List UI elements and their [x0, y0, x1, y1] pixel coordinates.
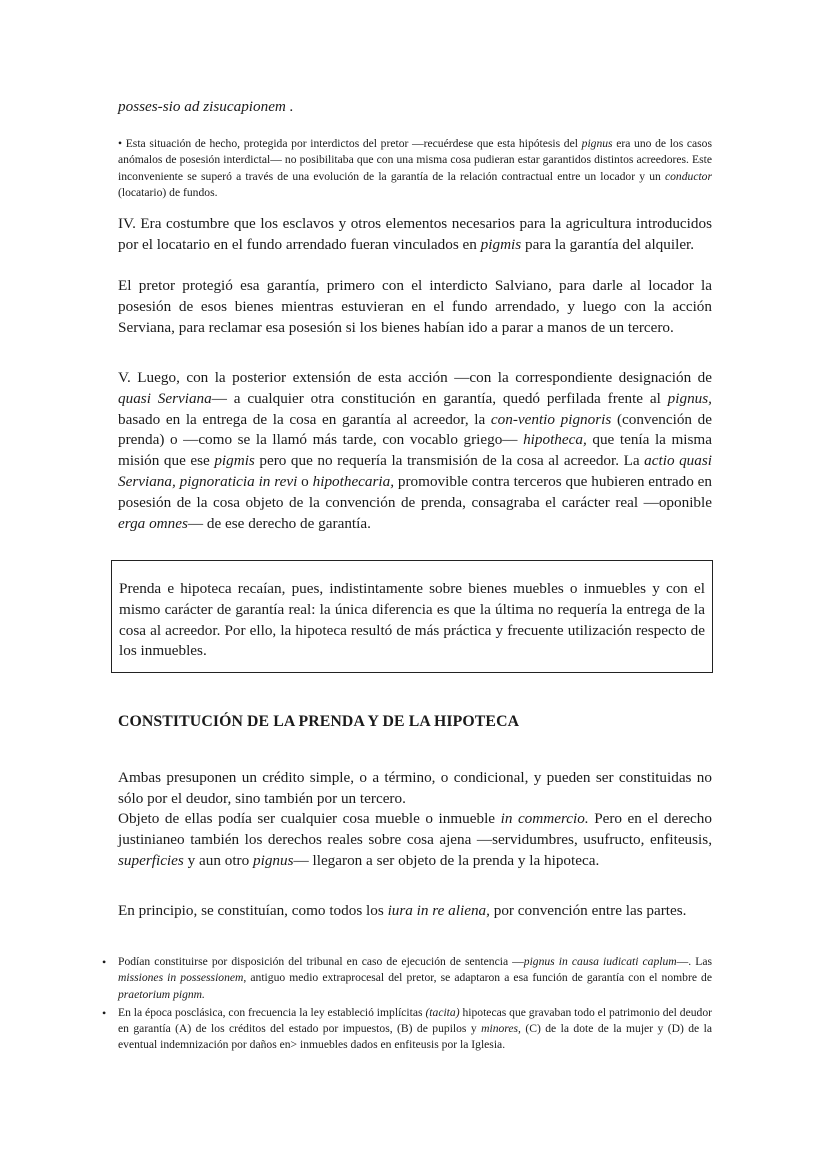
bullet-icon: • — [102, 955, 107, 969]
paragraph-ambas: Ambas presuponen un crédito simple, o a término, o condicional, y pueden ser constituidas no sólo por el deudor, sino también por un tercero. — [118, 769, 712, 807]
note-paragraph: • Esta situación de hecho, protegida por interdictos del pretor —recuérdese que esta hipótesis del pignus era uno de los casos anómalos de posesión interdictal— no posibilitaba que con una misma cosa pudieran estar garantidos distintos acreedores. Este inconveniente se superó a través de una evolución de la garantía de la relación contractual entre un locador y un conductor (locatario) de fundos. — [118, 137, 712, 199]
bullet-icon: • — [102, 1005, 107, 1020]
section-iv-paragraph-2: El pretor protegió esa garantía, primero con el interdicto Salviano, para darle al locador la posesión de esos bienes mientras estuvieran en el fundo arrendado, y luego con la acción Serviana, para reclamar esa posesión si los bienes habían ido a parar a manos de un tercero. — [118, 277, 712, 336]
summary-box-text: Prenda e hipoteca recaían, pues, indistintamente sobre bienes muebles o inmuebles y con el mismo carácter de garantía real: la única diferencia es que la última no requería la entrega de la cosa al acreedor. Por ello, la hipoteca resultó de más práctica y frecuente utilización respecto de los inmuebles. — [119, 580, 705, 660]
list-item: • Podían constituirse por disposición del tribunal en caso de ejecución de sentencia —pignus in causa iudicati caplum—. Las missiones in possessionem, antiguo medio extraprocesal del pretor, se adaptaron a esa función de garantía con el nombre de praetorium pignm. — [102, 955, 712, 1001]
section-v-paragraph: V. Luego, con la posterior extensión de esta acción —con la correspondiente designación de quasi Serviana— a cualquier otra constitución en garantía, quedó perfilada frente al pignus, basado en la entrega de la cosa en garantía al acreedor, la con-ventio pignoris (convención de prenda) o —como se la llamó más tarde, con vocablo griego— hipotheca, que tenía la misma misión que ese pigmis pero que no requería la transmisión de la cosa al acreedor. La actio quasi Serviana, pignoraticia in revi o hipothecaria, promovible contra terceros que hubieren entrado en posesión de la cosa objeto de la convención de prenda, consagraba el carácter real —oponible erga omnes— de ese derecho de garantía. — [118, 369, 713, 532]
paragraph-principio: En principio, se constituían, como todos los iura in re aliena, por convención entre las partes. — [118, 902, 687, 919]
paragraph-objeto: Objeto de ellas podía ser cualquier cosa mueble o inmueble in commercio. Pero en el derecho justinianeo también los derechos reales sobre cosa ajena —servidumbres, usufructo, enfiteusis, superficies y aun otro pignus— llegaron a ser objeto de la prenda y la hipoteca. — [118, 810, 712, 869]
list-item: • En la época posclásica, con frecuencia la ley estableció implícitas (tacita) hipotecas que gravaban todo el patrimonio del deudor en garantía (A) de los créditos del estado por impuestos, (B) de pupilos y minores, (C) de la dote de la mujer y (D) de la eventual indemnización por daños en> inmuebles dados en enfiteusis por la Iglesia. — [102, 1005, 712, 1052]
top-line: posses-sio ad zisucapionem . — [118, 98, 294, 115]
section-heading: CONSTITUCIÓN DE LA PRENDA Y DE LA HIPOTECA — [118, 713, 520, 730]
bullet-list — [102, 954, 712, 1056]
summary-box — [111, 560, 713, 673]
section-iv-paragraph: IV. Era costumbre que los esclavos y otros elementos necesarios para la agricultura introducidos por el locatario en el fundo arrendado fueran vinculados en pigmis para la garantía del alquiler. — [118, 215, 712, 253]
